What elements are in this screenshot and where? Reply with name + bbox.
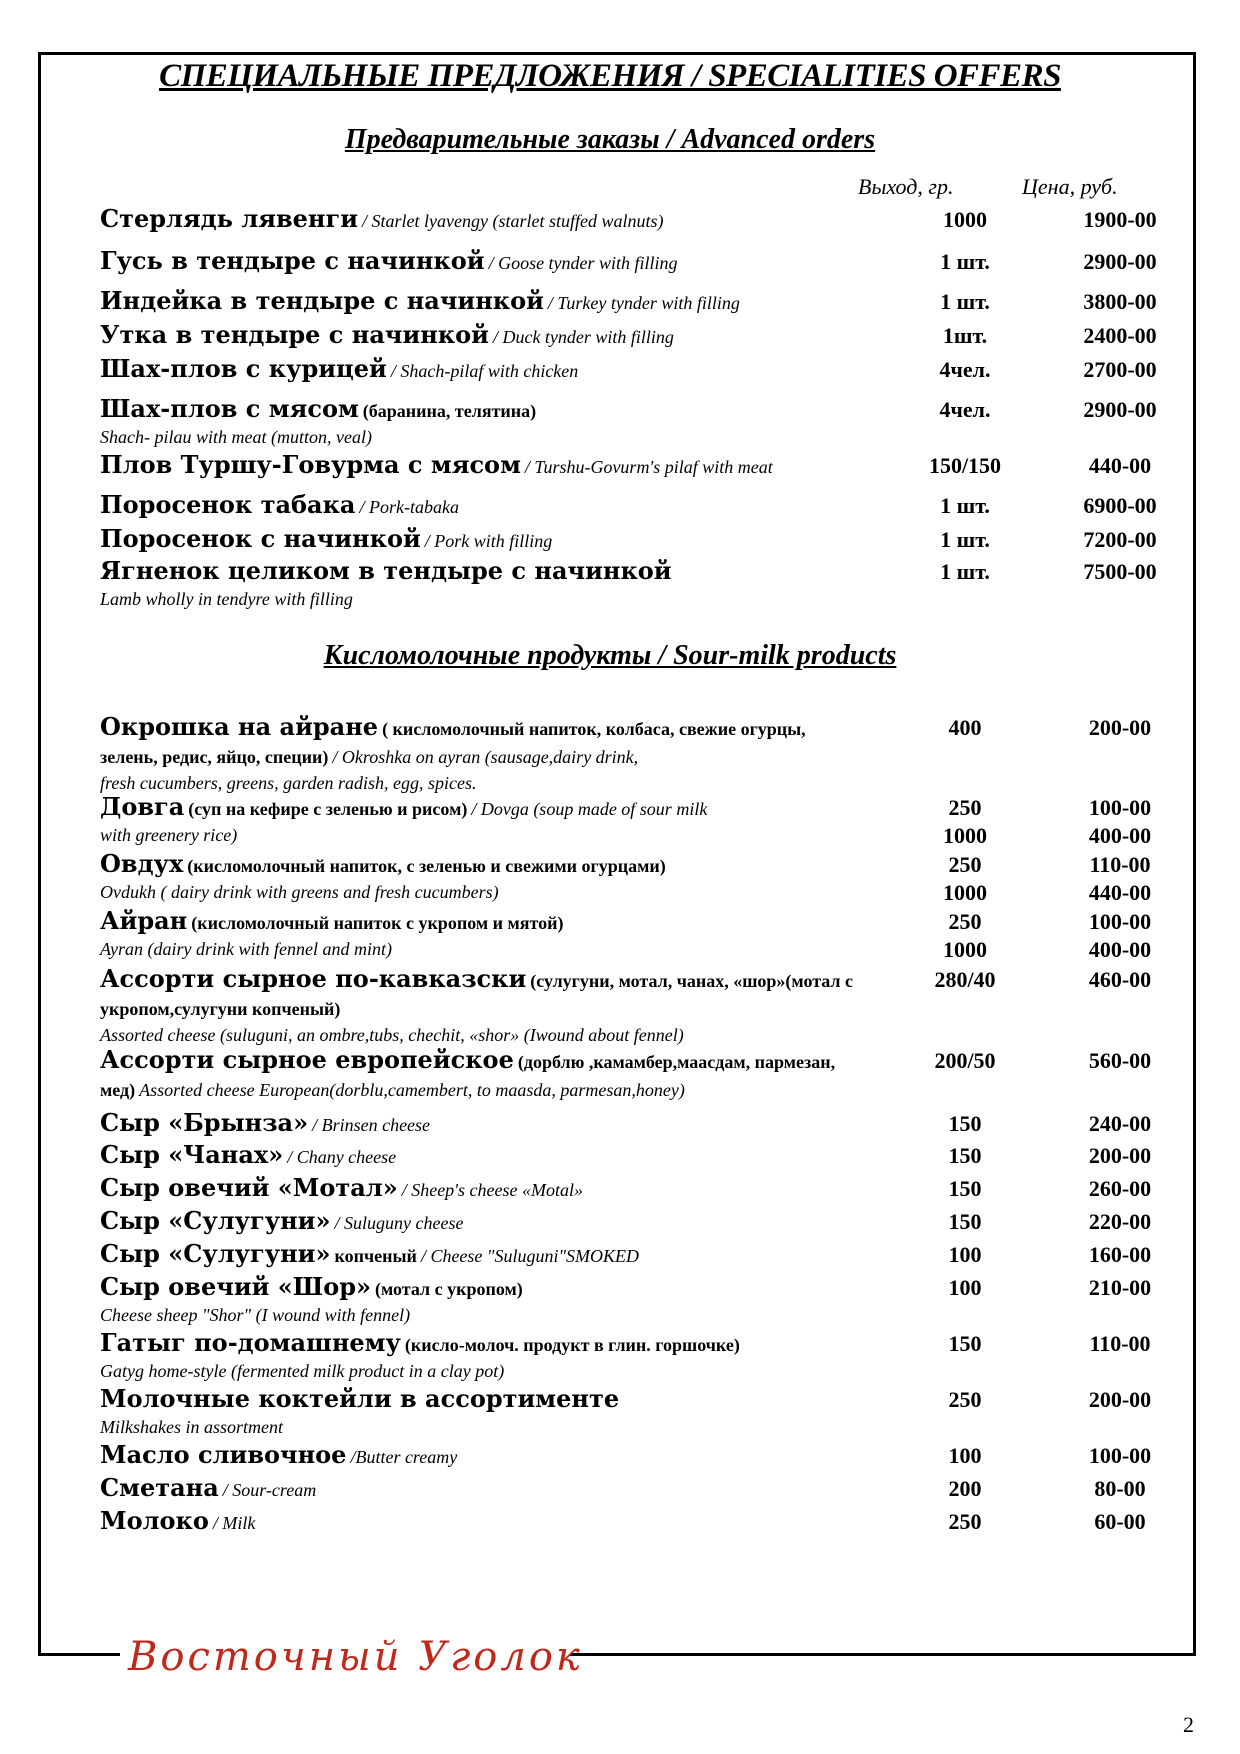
menu-item-description — [100, 1274, 860, 1326]
menu-item-description — [100, 206, 860, 236]
menu-item-description — [100, 558, 860, 610]
menu-item-ingredients: (дорблю ,камамбер,маасдам, пармезан, мед) — [100, 1052, 836, 1100]
menu-item-english-line: Assorted cheese (suluguni, an ombre,tubs, chechit, «shor» (Iwound about fennel) — [100, 1025, 684, 1045]
menu-item-name: Сыр овечий «Мотал» — [100, 1173, 398, 1202]
menu-item-ingredients: (мотал с укропом) — [375, 1279, 523, 1299]
menu-item-name: Стерлядь лявенги — [100, 204, 358, 233]
menu-item — [100, 1328, 1160, 1381]
menu-item-name: Довга — [100, 792, 185, 821]
price-value: 440-00 — [1088, 453, 1152, 478]
menu-item-name: Масло сливочное — [100, 1440, 347, 1469]
menu-item — [100, 964, 1160, 1045]
menu-item-weight — [900, 1508, 1030, 1536]
menu-item-name: Плов Туршу-Говурма с мясом — [100, 450, 521, 479]
price-value: 240-00 — [1088, 1111, 1152, 1136]
menu-item — [100, 1506, 1160, 1535]
weight-value: 150 — [948, 1143, 982, 1168]
menu-item-description — [100, 452, 860, 482]
menu-item-weight — [900, 1047, 1030, 1075]
menu-item-price — [1055, 1274, 1185, 1302]
menu-item-price — [1055, 492, 1185, 520]
menu-item-name: Ассорти сырное по-кавказски — [100, 964, 527, 993]
menu-item-description — [100, 248, 860, 278]
menu-item — [100, 320, 1160, 349]
price-value: 560-00 — [1088, 1048, 1152, 1073]
menu-item-ingredients: (баранина, телятина) — [362, 401, 537, 421]
price-value: 440-00 — [1088, 880, 1152, 905]
menu-item — [100, 849, 1160, 905]
menu-item-ingredients: (кисломолочный напиток с укропом и мятой) — [191, 913, 564, 933]
menu-item — [100, 1140, 1160, 1169]
menu-item-weight — [900, 714, 1030, 742]
menu-item — [100, 1045, 1160, 1100]
price-value: 200-00 — [1088, 1387, 1152, 1412]
price-value: 60-00 — [1094, 1509, 1146, 1534]
menu-item-weight — [900, 1175, 1030, 1203]
weight-value: 150 — [948, 1111, 982, 1136]
menu-item — [100, 1108, 1160, 1137]
menu-item-description — [100, 1110, 860, 1140]
menu-item-price — [1055, 1175, 1185, 1203]
menu-item — [100, 556, 1160, 609]
menu-item-english: / Goose tynder with filling — [488, 253, 678, 273]
menu-item-name: Шах-плов с курицей — [100, 354, 387, 383]
menu-item-english: / Dovga (soup made of sour milk — [471, 799, 708, 819]
menu-item-price — [1055, 794, 1185, 850]
menu-item — [100, 286, 1160, 315]
weight-value: 200/50 — [934, 1048, 996, 1073]
page-number: 2 — [1183, 1712, 1194, 1737]
menu-item-description — [100, 851, 860, 903]
menu-item-description — [100, 396, 860, 448]
menu-item-english-line: Ovdukh ( dairy drink with greens and fresh cucumbers) — [100, 882, 499, 902]
menu-item-name: Овдух — [100, 849, 184, 878]
menu-item-description — [100, 1475, 860, 1505]
price-value: 220-00 — [1088, 1209, 1152, 1234]
weight-value: 200 — [948, 1476, 982, 1501]
menu-item-name: Поросенок табака — [100, 490, 356, 519]
menu-item — [100, 490, 1160, 519]
menu-item — [100, 246, 1160, 275]
menu-item-english-line: fresh cucumbers, greens, garden radish, egg, spices. — [100, 773, 477, 793]
weight-value: 100 — [948, 1443, 982, 1468]
weight-value: 4чел. — [939, 357, 991, 382]
menu-item — [100, 712, 1160, 793]
menu-item-english: / Shach-pilaf with chicken — [390, 361, 579, 381]
menu-item-weight — [900, 966, 1030, 994]
weight-value: 1 шт. — [940, 493, 990, 518]
menu-item-weight — [900, 356, 1030, 384]
menu-item-english: / Pork-tabaka — [359, 497, 459, 517]
menu-item — [100, 906, 1160, 962]
price-value: 2700-00 — [1083, 357, 1157, 382]
menu-item-weight — [900, 1241, 1030, 1269]
weight-value: 1 шт. — [940, 289, 990, 314]
menu-item-weight — [900, 1386, 1030, 1414]
menu-item-weight — [900, 794, 1030, 850]
section-title-sour-milk: Кисломолочные продукты / Sour-milk products — [323, 640, 897, 671]
menu-item-name: Сыр «Брынза» — [100, 1108, 309, 1137]
menu-item-price — [1055, 908, 1185, 964]
menu-item-english: / Turshu-Govurm's pilaf with meat — [524, 457, 773, 477]
menu-item-english-line: Ayran (dairy drink with fennel and mint) — [100, 939, 392, 959]
menu-item-weight — [900, 908, 1030, 964]
price-value: 100-00 — [1088, 1443, 1152, 1468]
menu-item-description — [100, 1175, 860, 1205]
menu-item-english-line: Lamb wholly in tendyre with filling — [100, 589, 353, 609]
menu-item — [100, 1173, 1160, 1202]
menu-item-description — [100, 1142, 860, 1172]
menu-item-weight — [900, 1110, 1030, 1138]
menu-item-name: Утка в тендыре с начинкой — [100, 320, 489, 349]
menu-item-english: / Chany cheese — [287, 1147, 397, 1167]
weight-value: 250 — [948, 795, 982, 820]
price-value: 100-00 — [1088, 909, 1152, 934]
menu-item-weight — [900, 558, 1030, 586]
menu-item-name: Сыр «Сулугуни» — [100, 1206, 331, 1235]
price-value: 100-00 — [1088, 795, 1152, 820]
menu-item-english: / Okroshka on ayran (sausage,dairy drink, — [332, 747, 639, 767]
menu-item-name: Индейка в тендыре с начинкой — [100, 286, 544, 315]
menu-item-ingredients: ( кисломолочный напиток, колбаса, свежие огурцы, зелень, редис, яйцо, специи) — [100, 719, 806, 767]
price-value: 460-00 — [1088, 967, 1152, 992]
menu-item-english-line: Milkshakes in assortment — [100, 1417, 283, 1437]
price-value: 3800-00 — [1083, 289, 1157, 314]
weight-value: 1шт. — [942, 323, 988, 348]
menu-item-english: / Sheep's cheese «Motal» — [401, 1180, 583, 1200]
menu-item-weight — [900, 526, 1030, 554]
menu-item — [100, 354, 1160, 383]
menu-item-description — [100, 794, 860, 846]
menu-item-english: / Milk — [212, 1513, 256, 1533]
menu-item-name: Шах-плов с мясом — [100, 394, 359, 423]
menu-item — [100, 1206, 1160, 1235]
menu-item-weight — [900, 1142, 1030, 1170]
menu-item-price — [1055, 1241, 1185, 1269]
weight-value: 1 шт. — [940, 249, 990, 274]
section-title-advanced-orders: Предварительные заказы / Advanced orders — [344, 124, 876, 155]
price-value: 160-00 — [1088, 1242, 1152, 1267]
price-value: 260-00 — [1088, 1176, 1152, 1201]
menu-item-price — [1055, 851, 1185, 907]
menu-item-english: / Brinsen cheese — [312, 1115, 431, 1135]
menu-item-name: Молочные коктейли в ассортименте — [100, 1384, 620, 1413]
weight-value: 1 шт. — [940, 559, 990, 584]
menu-item-english-line: Cheese sheep "Shor" (I wound with fennel) — [100, 1305, 411, 1325]
menu-item-price — [1055, 322, 1185, 350]
menu-item-english: / Sour-cream — [222, 1480, 317, 1500]
menu-item-price — [1055, 1386, 1185, 1414]
menu-item — [100, 394, 1160, 447]
menu-item-english: / Cheese "Suluguni"SMOKED — [420, 1246, 640, 1266]
menu-item-english-line: Shach- pilau with meat (mutton, veal) — [100, 427, 372, 447]
menu-item-english: / Turkey tynder with filling — [547, 293, 740, 313]
price-value: 1900-00 — [1083, 207, 1157, 232]
restaurant-logo: Восточный Уголок — [128, 1634, 583, 1680]
menu-item-english: / Pork with filling — [424, 531, 553, 551]
price-value: 2900-00 — [1083, 397, 1157, 422]
menu-item-price — [1055, 356, 1185, 384]
menu-item-name: Ассорти сырное европейское — [100, 1045, 514, 1074]
weight-value: 250 — [948, 852, 982, 877]
menu-item-name: Гатыг по-домашнему — [100, 1328, 401, 1357]
menu-item-price — [1055, 1142, 1185, 1170]
menu-item-price — [1055, 526, 1185, 554]
price-value: 80-00 — [1094, 1476, 1146, 1501]
menu-item-description — [100, 1208, 860, 1238]
price-value: 400-00 — [1088, 937, 1152, 962]
price-value: 2400-00 — [1083, 323, 1157, 348]
menu-item-weight — [900, 851, 1030, 907]
menu-item-price — [1055, 1208, 1185, 1236]
menu-item-description — [100, 1386, 860, 1438]
weight-value: 250 — [948, 1509, 982, 1534]
menu-item-description — [100, 714, 860, 794]
menu-item — [100, 1239, 1160, 1268]
menu-item-price — [1055, 714, 1185, 742]
menu-item-ingredients: (сулугуни, мотал, чанах, «шор»(мотал с укропом,сулугуни копченый) — [100, 971, 854, 1019]
menu-item-name: Айран — [100, 906, 188, 935]
menu-item — [100, 1272, 1160, 1325]
menu-item-english: /Butter creamy — [350, 1447, 458, 1467]
menu-item-weight — [900, 206, 1030, 234]
menu-item — [100, 450, 1160, 479]
menu-item-name: Сметана — [100, 1473, 219, 1502]
menu-item-description — [100, 1047, 860, 1105]
menu-item-weight — [900, 248, 1030, 276]
menu-item-name: Сыр «Чанах» — [100, 1140, 284, 1169]
weight-value: 250 — [948, 909, 982, 934]
price-value: 2900-00 — [1083, 249, 1157, 274]
menu-item-english-line: Gatyg home-style (fermented milk product in a clay pot) — [100, 1361, 505, 1381]
price-value: 6900-00 — [1083, 493, 1157, 518]
menu-item-description — [100, 966, 860, 1046]
menu-item-price — [1055, 558, 1185, 586]
weight-value: 100 — [948, 1275, 982, 1300]
menu-item-description — [100, 526, 860, 556]
menu-item-description — [100, 1241, 860, 1271]
menu-item-ingredients: (кисло-молоч. продукт в глин. горшочке) — [404, 1335, 740, 1355]
menu-item-price — [1055, 1110, 1185, 1138]
menu-item-weight — [900, 288, 1030, 316]
price-value: 7500-00 — [1083, 559, 1157, 584]
weight-value: 280/40 — [934, 967, 996, 992]
menu-item-weight — [900, 452, 1030, 480]
weight-value: 250 — [948, 1387, 982, 1412]
menu-item-ingredients: (суп на кефире с зеленью и рисом) — [188, 799, 468, 819]
menu-item-ingredients: (кисломолочный напиток, с зеленью и свежими огурцами) — [187, 856, 666, 876]
menu-item-weight — [900, 1442, 1030, 1470]
page-title: СПЕЦИАЛЬНЫЕ ПРЕДЛОЖЕНИЯ / SPECIALITIES OFFERS — [159, 58, 1061, 94]
menu-item — [100, 792, 1160, 848]
column-header-price: Цена, руб. — [1022, 174, 1118, 199]
menu-item-ingredients: копченый — [334, 1246, 417, 1266]
price-value: 7200-00 — [1083, 527, 1157, 552]
menu-item-price — [1055, 206, 1185, 234]
menu-item-description — [100, 908, 860, 960]
menu-item-weight — [900, 396, 1030, 424]
menu-item-price — [1055, 1047, 1185, 1075]
weight-value: 1000 — [943, 937, 987, 962]
column-header-weight: Выход, гр. — [858, 174, 954, 199]
weight-value: 150 — [948, 1209, 982, 1234]
weight-value: 1 шт. — [940, 527, 990, 552]
menu-item-description — [100, 322, 860, 352]
price-value: 200-00 — [1088, 1143, 1152, 1168]
menu-item-price — [1055, 288, 1185, 316]
menu-item-price — [1055, 1508, 1185, 1536]
weight-value: 1000 — [943, 207, 987, 232]
menu-item-english-line: with greenery rice) — [100, 825, 238, 845]
menu-item-weight — [900, 492, 1030, 520]
menu-item-weight — [900, 1330, 1030, 1358]
weight-value: 1000 — [943, 823, 987, 848]
price-value: 210-00 — [1088, 1275, 1152, 1300]
menu-item-description — [100, 356, 860, 386]
menu-item-description — [100, 288, 860, 318]
menu-item-name: Окрошка на айране — [100, 712, 379, 741]
menu-item-name: Поросенок с начинкой — [100, 524, 421, 553]
menu-item-weight — [900, 1274, 1030, 1302]
menu-item — [100, 524, 1160, 553]
menu-item — [100, 204, 1160, 233]
menu-item-english: / Suluguny cheese — [334, 1213, 464, 1233]
menu-item-name: Сыр «Сулугуни» — [100, 1239, 331, 1268]
menu-item-weight — [900, 1475, 1030, 1503]
menu-item-price — [1055, 1442, 1185, 1470]
menu-item-price — [1055, 248, 1185, 276]
menu-item-description — [100, 492, 860, 522]
menu-item-english: Assorted cheese European(dorblu,camembert, to maasda, parmesan,honey) — [139, 1080, 685, 1100]
price-value: 110-00 — [1089, 852, 1151, 877]
menu-item-name: Ягненок целиком в тендыре с начинкой — [100, 556, 672, 585]
menu-item — [100, 1384, 1160, 1437]
menu-item-english: / Starlet lyavengy (starlet stuffed walnuts) — [362, 211, 664, 231]
menu-item-name: Гусь в тендыре с начинкой — [100, 246, 485, 275]
weight-value: 1000 — [943, 880, 987, 905]
menu-item-weight — [900, 322, 1030, 350]
weight-value: 150 — [948, 1331, 982, 1356]
menu-item-price — [1055, 966, 1185, 994]
menu-item-english: / Duck tynder with filling — [492, 327, 674, 347]
menu-item-name: Молоко — [100, 1506, 209, 1535]
weight-value: 400 — [948, 715, 982, 740]
weight-value: 150/150 — [928, 453, 1002, 478]
menu-item-price — [1055, 1475, 1185, 1503]
menu-item-price — [1055, 1330, 1185, 1358]
menu-item-description — [100, 1508, 860, 1538]
weight-value: 4чел. — [939, 397, 991, 422]
menu-item-weight — [900, 1208, 1030, 1236]
price-value: 110-00 — [1089, 1331, 1151, 1356]
menu-item — [100, 1440, 1160, 1469]
menu-item-description — [100, 1330, 860, 1382]
menu-item — [100, 1473, 1160, 1502]
price-value: 400-00 — [1088, 823, 1152, 848]
menu-item-description — [100, 1442, 860, 1472]
weight-value: 100 — [948, 1242, 982, 1267]
menu-item-price — [1055, 396, 1185, 424]
menu-item-name: Сыр овечий «Шор» — [100, 1272, 371, 1301]
menu-item-price — [1055, 452, 1185, 480]
price-value: 200-00 — [1088, 715, 1152, 740]
weight-value: 150 — [948, 1176, 982, 1201]
